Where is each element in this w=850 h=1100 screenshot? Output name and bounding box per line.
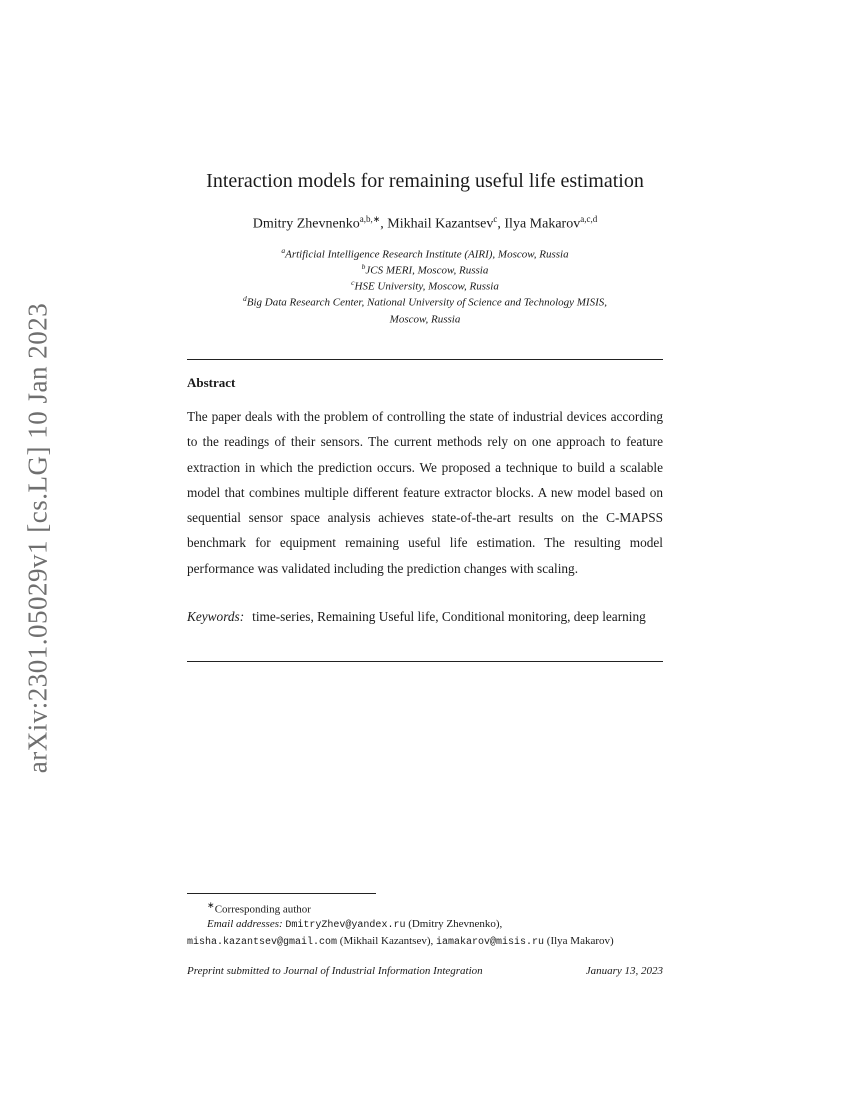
footnote: [187, 898, 663, 950]
affiliation-text: JCS MERI, Moscow, Russia: [365, 264, 489, 277]
affiliation-line: [0, 310, 850, 326]
arxiv-identifier-stamp: arXiv:2301.05029v1 [cs.LG] 10 Jan 2023: [22, 302, 53, 774]
abstract-bottom-rule: [187, 661, 663, 662]
footer-date: January 13, 2023: [585, 965, 663, 977]
author-name: Mikhail Kazantsev: [387, 216, 494, 232]
author-separator: ,: [380, 216, 388, 232]
keywords-text: time-series, Remaining Useful life, Conditional monitoring, deep learning: [252, 609, 646, 624]
email-link[interactable]: iamakarov@misis.ru: [436, 936, 545, 948]
corresponding-mark: ∗: [207, 900, 215, 910]
affiliation-text: Big Data Research Center, National University of Science and Technology MISIS,: [246, 297, 608, 310]
affiliation-text: Moscow, Russia: [389, 313, 461, 326]
email-line: [187, 934, 663, 951]
email-label: Email addresses:: [207, 918, 283, 931]
abstract-top-rule: [187, 359, 663, 360]
footnote-rule: [187, 893, 376, 894]
author-name: Dmitry Zhevnenko: [252, 216, 360, 232]
affiliation-mark: c: [351, 278, 355, 288]
paper-title: Interaction models for remaining useful life estimation: [206, 170, 644, 192]
affiliation-mark: a: [281, 246, 286, 255]
author-list: [0, 214, 850, 233]
affiliation-line: [0, 277, 850, 293]
corresponding-author-note: [187, 898, 663, 917]
email-link[interactable]: DmitryZhev@yandex.ru: [285, 920, 406, 932]
email-link[interactable]: misha.kazantsev@gmail.com: [187, 936, 338, 948]
affiliation-mark: b: [361, 262, 366, 272]
keywords: [187, 604, 663, 629]
abstract-heading: Abstract: [187, 375, 236, 390]
abstract-body: The paper deals with the problem of controlling the state of industrial devices according to the readings of their sensors. The current methods rely on one approach to feature extraction in which the prediction occurs. We proposed a technique to build a scalable model that combines multiple different feature extractor blocks. A new model based on sequential sensor space analysis achieves state-of-the-art results on the C-MAPSS benchmark for equipment remaining useful life estimation. The resulting model performance was validated including the prediction changes with scaling.: [187, 409, 663, 576]
author-name: Ilya Makarov: [504, 216, 581, 232]
affiliation-line: [0, 245, 850, 261]
author-affiliation-marks: c: [493, 214, 498, 224]
affiliation-text: Artificial Intelligence Research Institute (AIRI), Moscow, Russia: [285, 248, 569, 261]
affiliation-list: [0, 245, 850, 326]
page-footer: [187, 965, 663, 977]
email-owner: (Ilya Makarov): [546, 934, 614, 947]
email-owner: (Mikhail Kazantsev),: [339, 934, 434, 947]
affiliation-mark: d: [242, 294, 247, 304]
author-affiliation-marks: a,c,d: [580, 214, 598, 224]
author-separator: ,: [497, 216, 505, 232]
affiliation-line: [0, 293, 850, 309]
corresponding-text: Corresponding author: [214, 903, 311, 916]
email-line: [187, 917, 663, 934]
submission-note: Preprint submitted to Journal of Industrial Information Integration: [187, 965, 483, 977]
keywords-label: Keywords:: [187, 609, 245, 624]
affiliation-line: [0, 261, 850, 277]
email-owner: (Dmitry Zhevnenko),: [408, 918, 503, 931]
author-affiliation-marks: a,b,∗: [359, 214, 381, 224]
affiliation-text: HSE University, Moscow, Russia: [354, 280, 499, 293]
